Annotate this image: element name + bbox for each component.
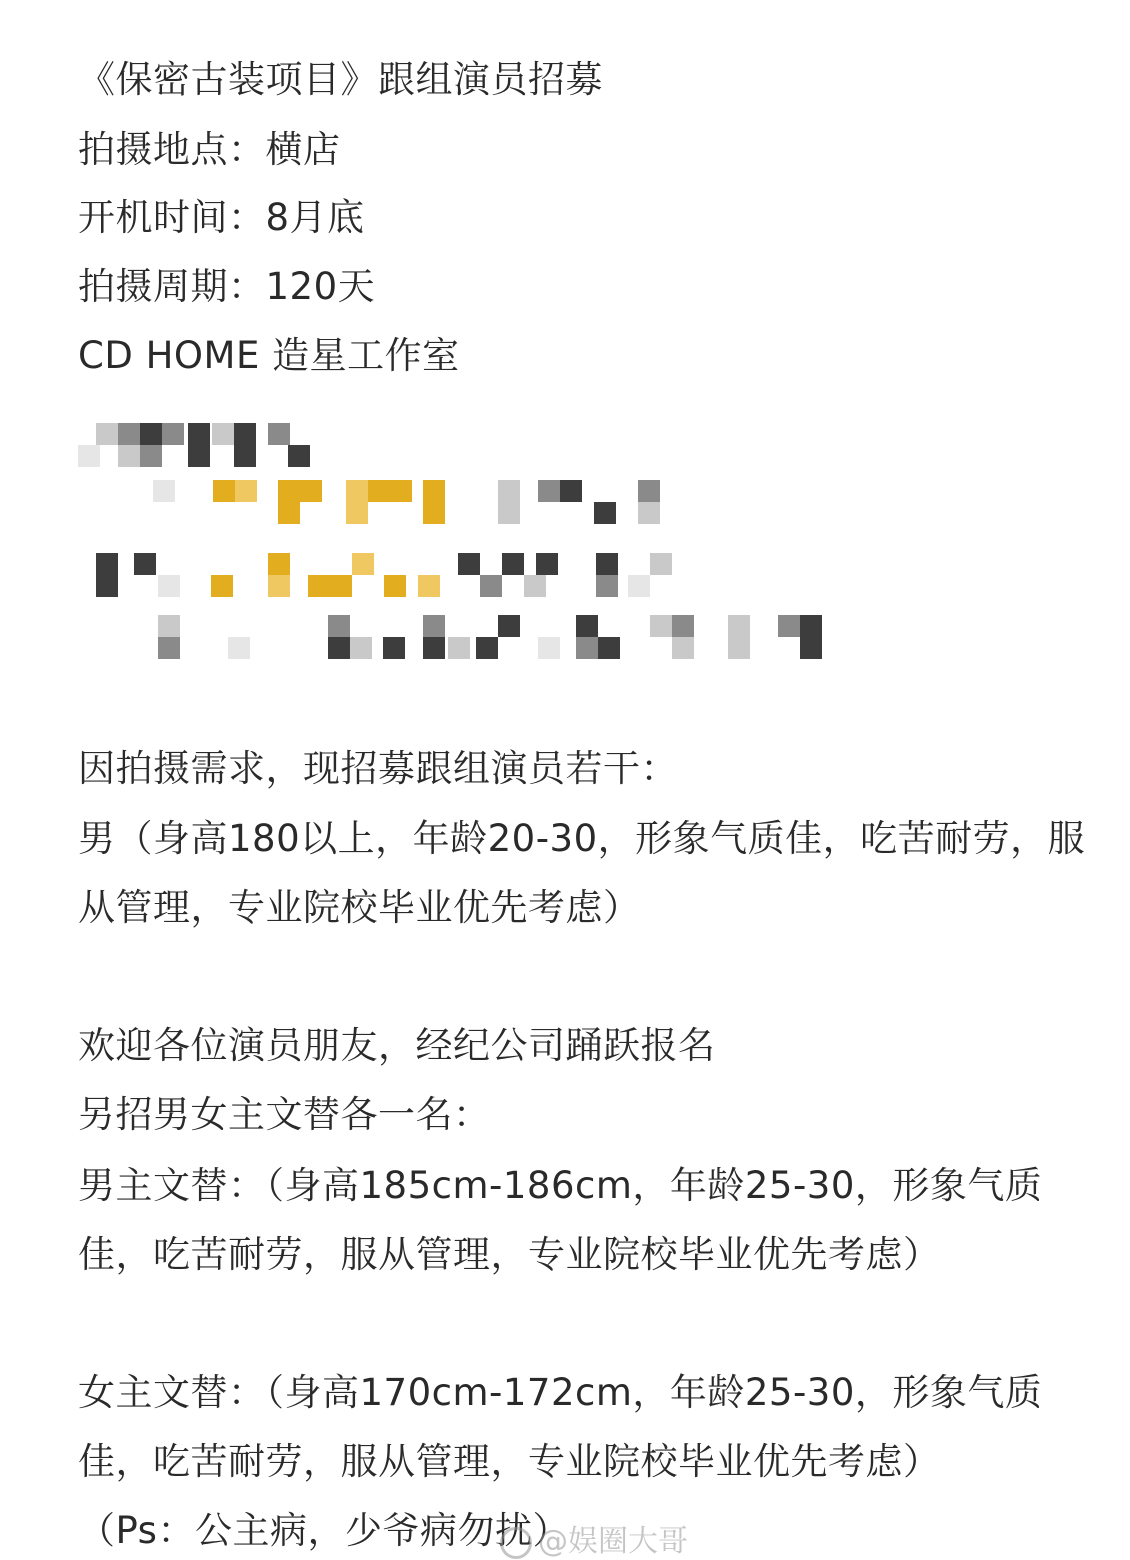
doc-title: 《保密古装项目》跟组演员招募	[78, 58, 603, 101]
welcome-line: 欢迎各位演员朋友，经纪公司踊跃报名	[78, 1024, 716, 1067]
female-double-requirement: 女主文替：（身高170cm-172cm，年龄25-30，形象气质佳，吃苦耐劳，服从管理，专业院校毕业优先考虑）	[78, 1371, 1043, 1483]
watermark	[500, 1516, 688, 1560]
extra-line: 另招男女主文替各一名：	[78, 1093, 491, 1136]
intro-line: 因拍摄需求，现招募跟组演员若干：	[78, 747, 678, 790]
ps-line: （Ps：公主病，少爷病勿扰）	[78, 1509, 570, 1552]
location-line: 拍摄地点：横店	[78, 128, 341, 171]
period-line: 拍摄周期：120天	[78, 265, 376, 308]
male-requirement: 男（身高180以上，年龄20-30，形象气质佳，吃苦耐劳，服从管理，专业院校毕业优先考虑）	[78, 817, 1086, 929]
weibo-icon	[500, 1527, 532, 1559]
redacted-contact-mosaic	[78, 395, 858, 665]
watermark-text: @娱圈大哥	[538, 1524, 688, 1559]
male-double-requirement: 男主文替：（身高185cm-186cm，年龄25-30，形象气质佳，吃苦耐劳，服从管理，专业院校毕业优先考虑）	[78, 1164, 1043, 1276]
studio-line: CD HOME 造星工作室	[78, 334, 460, 377]
start-time-line: 开机时间：8月底	[78, 196, 365, 239]
